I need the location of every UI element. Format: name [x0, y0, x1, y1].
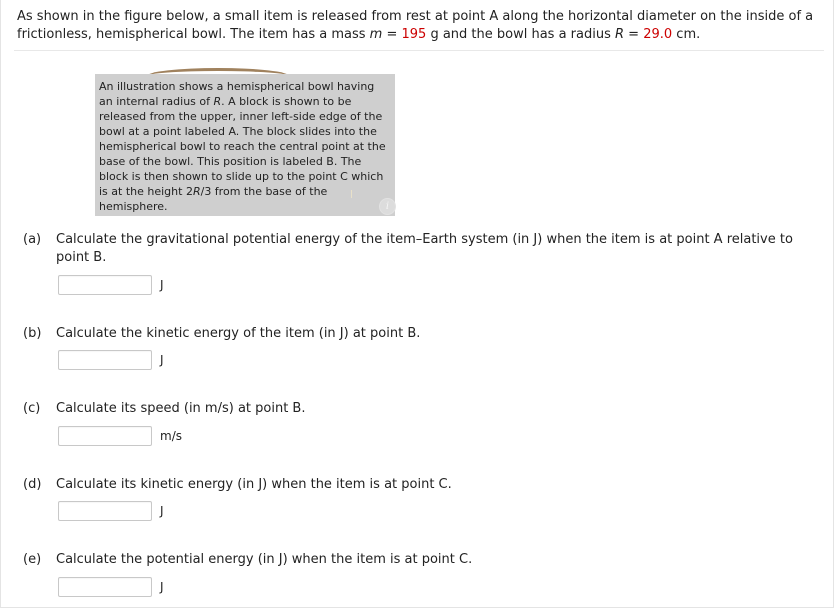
unit-label: m/s — [160, 429, 182, 443]
section-divider — [14, 50, 824, 51]
answer-input-e[interactable] — [58, 577, 152, 597]
mass-equals: = — [382, 27, 402, 42]
answer-input-a[interactable] — [58, 275, 152, 295]
question-letter: (d) — [23, 477, 42, 492]
question-b — [23, 325, 823, 343]
mass-variable: m — [369, 27, 383, 42]
question-letter: (c) — [23, 401, 41, 416]
radius-equals: = — [624, 27, 644, 42]
answer-input-c[interactable] — [58, 426, 152, 446]
question-e — [23, 551, 823, 569]
answer-row-d — [58, 501, 164, 521]
radius-variable: R — [615, 27, 625, 42]
answer-input-d[interactable] — [58, 501, 152, 521]
alt-text-part: . A block is shown to be released from the upper, inner left-side edge of the bowl at a point labeled A. The block slides into the hemispherical bowl to reach the central point at the base of the bowl. This position is labeled B. The block is then shown to slide up to the point C which is at the height 2 — [99, 95, 386, 198]
alt-text-var: R — [192, 185, 201, 198]
figure-alt-text — [99, 79, 391, 214]
problem-statement — [17, 8, 827, 44]
question-c — [23, 400, 823, 418]
question-text: Calculate its kinetic energy (in J) when the item is at point C. — [56, 477, 452, 492]
question-d — [23, 476, 823, 494]
figure-marker — [351, 190, 352, 198]
answer-row-c — [58, 426, 182, 446]
question-text: Calculate the kinetic energy of the item (in J) at point B. — [56, 326, 421, 341]
radius-value: 29.0 — [643, 27, 673, 42]
question-letter: (a) — [23, 232, 42, 247]
unit-label: J — [160, 353, 164, 367]
bowl-figure — [95, 68, 397, 219]
question-letter: (b) — [23, 326, 42, 341]
answer-row-a — [58, 275, 164, 295]
unit-label: J — [160, 580, 164, 594]
answer-row-b — [58, 350, 164, 370]
info-icon[interactable]: i — [379, 198, 396, 215]
mass-unit-text: g and the bowl has a radius — [426, 27, 615, 42]
unit-label: J — [160, 278, 164, 292]
question-letter: (e) — [23, 552, 42, 567]
mass-value: 195 — [401, 27, 427, 42]
alt-text-part: /3 from the base of the hemisphere. — [99, 185, 328, 213]
answer-input-b[interactable] — [58, 350, 152, 370]
answer-row-e — [58, 577, 164, 597]
unit-label: J — [160, 504, 164, 518]
question-text: Calculate the gravitational potential energy of the item–Earth system (in J) when the item is at point A relative to point B. — [56, 232, 793, 265]
question-text: Calculate the potential energy (in J) when the item is at point C. — [56, 552, 473, 567]
question-text: Calculate its speed (in m/s) at point B. — [56, 401, 306, 416]
radius-unit-text: cm. — [672, 27, 701, 42]
intro-text: As shown in the figure below, a small item is released from rest at point A along the horizontal diameter on the inside of a frictionless, hemispherical bowl. The item has a mass — [17, 9, 814, 42]
alt-text-part: An illustration shows a hemispherical bowl having an internal radius of — [99, 80, 375, 108]
question-a — [23, 231, 823, 267]
alt-text-var: R — [213, 95, 222, 108]
